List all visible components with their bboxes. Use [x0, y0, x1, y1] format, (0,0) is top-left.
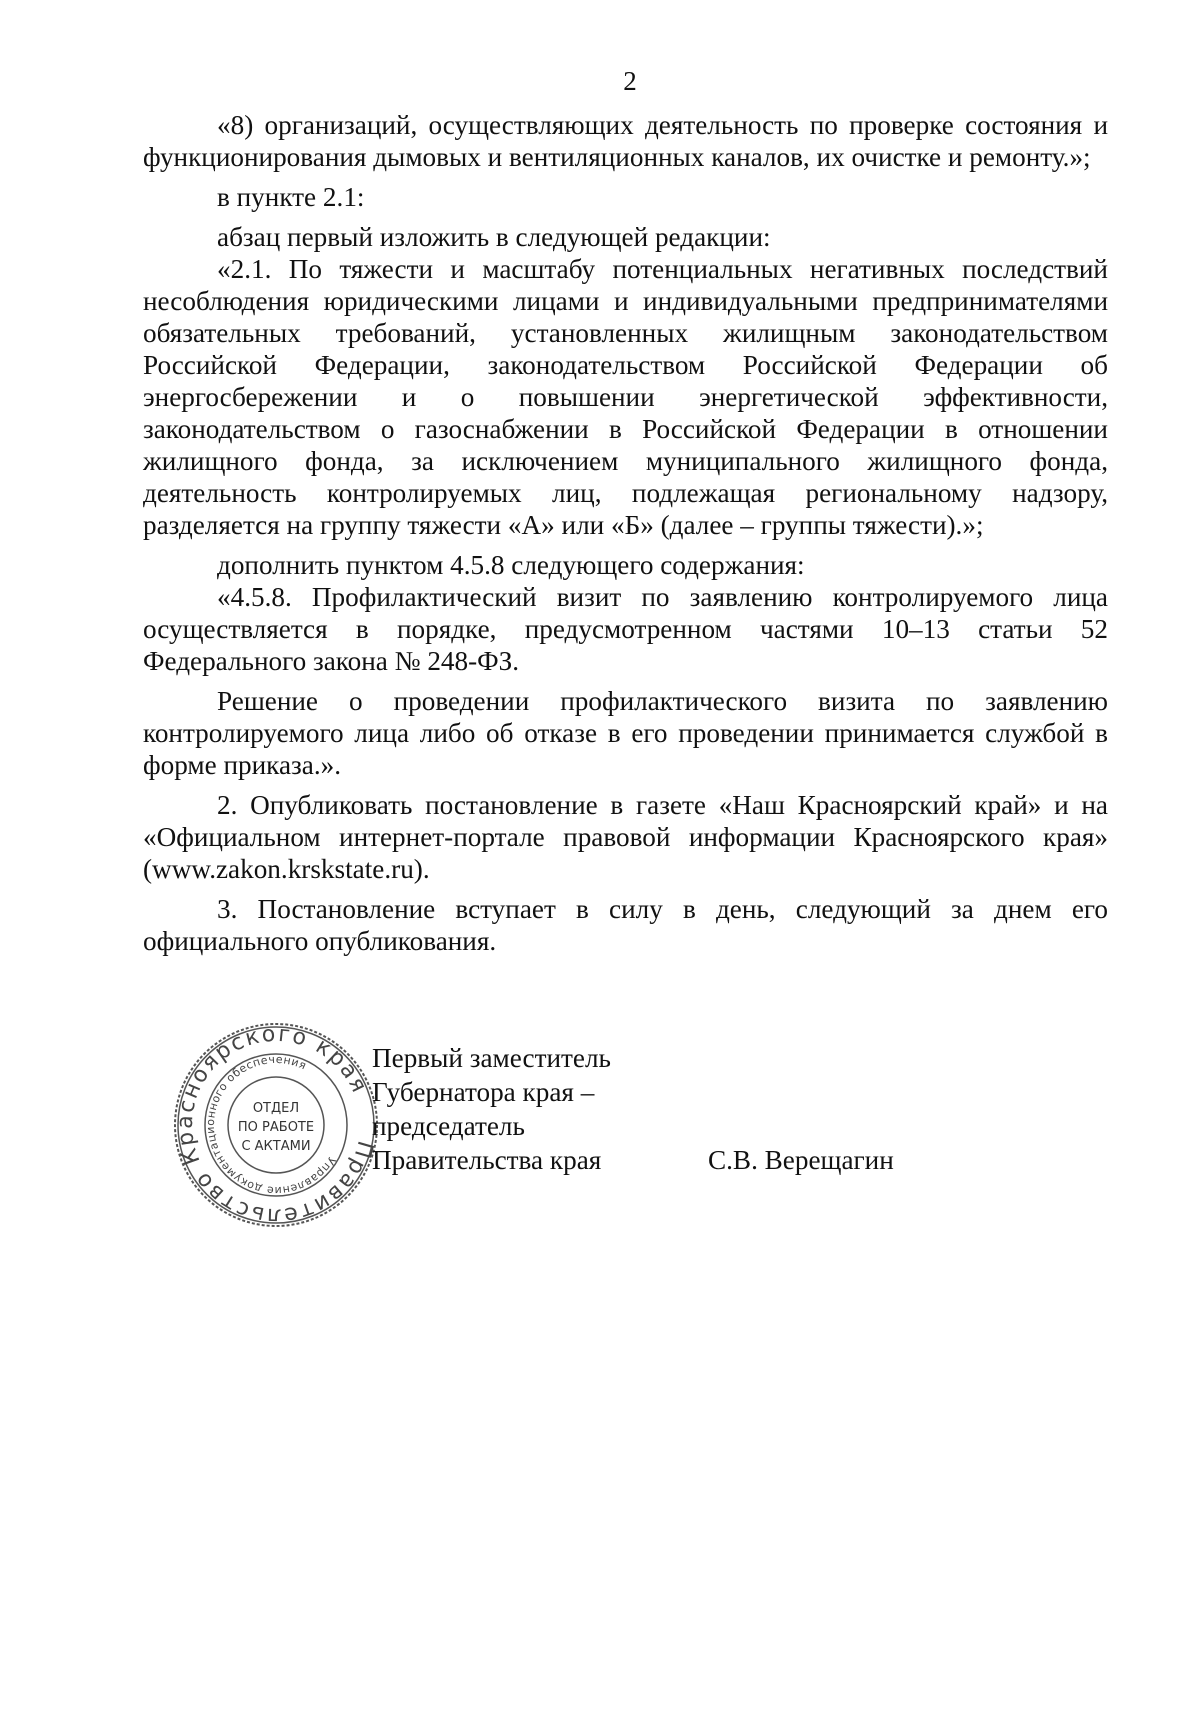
paragraph-decision: Решение о проведении профилактического визита по заявлению контролируемого лица либо об отказе в его проведении принимается службой в форме приказа.». — [143, 686, 1108, 780]
paragraph-first-abzac: абзац первый изложить в следующей редакции: — [217, 222, 771, 252]
paragraph-point-2-1-intro: в пункте 2.1: — [217, 182, 365, 212]
paragraph-publish: 2. Опубликовать постановление в газете «Наш Красноярский край» и на «Официальном интернет-портале правовой информации Красноярского края» (www.zakon.krskstate.ru). — [143, 790, 1108, 884]
paragraph-item-8: «8) организаций, осуществляющих деятельность по проверке состояния и функционирования дымовых и вентиляционных каналов, их очистке и ремонту.»; — [143, 110, 1108, 172]
paragraph-add-4-5-8: дополнить пунктом 4.5.8 следующего содержания: — [217, 550, 805, 580]
stamp-center-line-3: С АКТАМИ — [241, 1139, 311, 1154]
signature-line-2: Губернатора края – — [372, 1077, 595, 1107]
signature-block — [372, 1041, 611, 1177]
paragraph-effective: 3. Постановление вступает в силу в день, следующий за днем его официального опубликования. — [143, 894, 1108, 956]
page-number: 2 — [623, 66, 637, 96]
official-stamp — [171, 1020, 381, 1230]
document-body — [143, 109, 1108, 957]
stamp-outer-text: Правительство Красноярского края — [172, 1021, 378, 1229]
stamp-center-line-2: ПО РАБОТЕ — [237, 1120, 315, 1135]
paragraph-4-5-8-text: «4.5.8. Профилактический визит по заявлению контролируемого лица осуществляется в порядке, предусмотренном частями 10–13 статьи 52 Федерального закона № 248-ФЗ. — [143, 582, 1108, 676]
signer-name: С.В. Верещагин — [708, 1145, 894, 1175]
signature-line-1: Первый заместитель — [372, 1043, 611, 1073]
stamp-center-line-1: ОТДЕЛ — [252, 1101, 300, 1116]
signature-line-4: Правительства края — [372, 1145, 602, 1175]
signature-line-3: председатель — [372, 1111, 525, 1141]
stamp-inner-text: Управление документационного обеспечения — [203, 1052, 339, 1198]
paragraph-2-1-text: «2.1. По тяжести и масштабу потенциальных негативных последствий несоблюдения юридическими лицами и индивидуальными предпринимателями обязательных требований, установленных жилищным законодательством Российской Федерации, законодательством Российской Федерации об энергосбережении и о повышении энергетической эффективности, законодательством о газоснабжении в Российской Федерации в отношении жилищного фонда, за исключением муниципального жилищного фонда, деятельность контролируемых лиц, подлежащая региональному надзору, разделяется на группу тяжести «А» или «Б» (далее – группы тяжести).»; — [143, 254, 1108, 540]
